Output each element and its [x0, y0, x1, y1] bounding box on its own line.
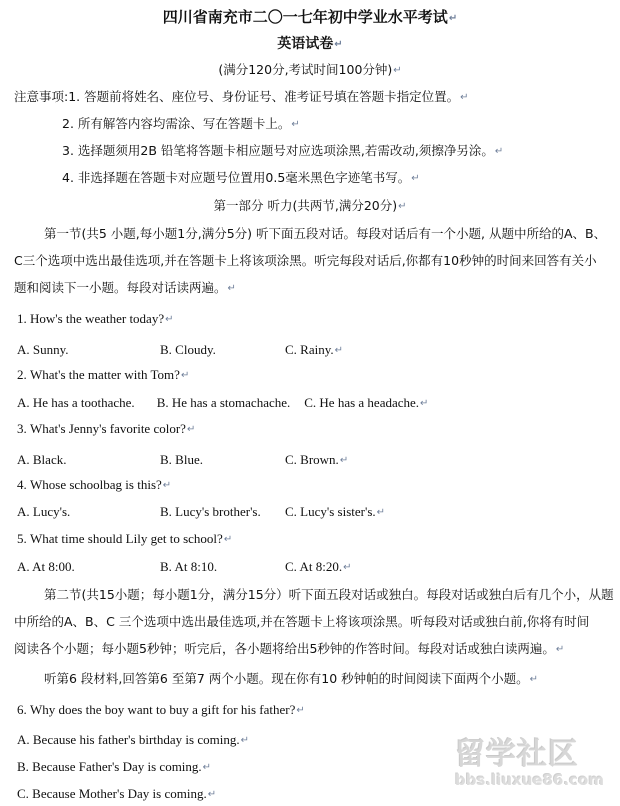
question-6-number: 6. — [17, 702, 27, 717]
question-2-option-b[interactable]: B. He has a stomachache. — [156, 395, 291, 410]
question-1-stem — [0, 312, 620, 325]
notice-item-4-text: 4. 非选择题在答题卡对应题号位置用0.5毫米黑色字迹笔书写。 — [62, 170, 411, 185]
notice-item-2 — [0, 118, 620, 131]
question-5-stem-text: What time should Lily get to school? — [30, 531, 223, 546]
page-subtitle-text: 英语试卷 — [277, 36, 334, 52]
question-6-option-c[interactable]: C. Because Mother's Day is coming. — [17, 786, 207, 801]
question-2-stem-text: What's the matter with Tom? — [30, 367, 180, 382]
part-one-heading-text: 第一部分 听力(共两节,满分20分) — [213, 198, 398, 213]
watermark-url: bbs.liuxue86.com — [455, 771, 604, 789]
section-two-instructions-line-3 — [0, 643, 620, 656]
notice-item-1-text: 1. 答题前将姓名、座位号、身份证号、准考证号填在答题卡指定位置。 — [68, 89, 460, 104]
section-one-instructions-line-2 — [0, 255, 620, 268]
question-3-stem-text: What's Jenny's favorite color? — [30, 421, 186, 436]
question-1-option-b[interactable]: B. Cloudy. — [160, 342, 216, 357]
question-5-option-a[interactable]: A. At 8:00. — [17, 559, 75, 574]
question-1-option-c[interactable]: C. Rainy. — [285, 342, 334, 357]
question-6-stem — [0, 703, 620, 716]
question-2-number: 2. — [17, 367, 27, 382]
question-1-options — [0, 343, 620, 356]
section-two-instructions-line-1-text: 第二节(共15小题；每小题1分，满分15分）听下面五段对话或独白。每段对话或独白后有几个小，从题 — [44, 587, 614, 602]
question-4-stem — [0, 478, 620, 491]
page-title-text: 四川省南充市二〇一七年初中学业水平考试 — [162, 8, 448, 26]
pilcrow-mark: ↵ — [291, 119, 300, 130]
section-one-instructions-line-3 — [0, 282, 620, 295]
pilcrow-mark: ↵ — [529, 674, 539, 685]
pilcrow-mark: ↵ — [162, 480, 172, 491]
section-two-instructions-line-2 — [0, 616, 620, 629]
pilcrow-mark: ↵ — [411, 173, 420, 184]
pilcrow-mark: ↵ — [227, 283, 236, 294]
section-one-instructions-line-2-text: C三个选项中选出最佳选项,并在答题卡上将该项涂黑。听完每段对话后,你都有10秒钟的时间来回答有关小 — [14, 253, 597, 268]
pilcrow-mark: ↵ — [165, 314, 174, 325]
question-4-number: 4. — [17, 477, 27, 492]
question-3-option-a[interactable]: A. Black. — [17, 452, 67, 467]
question-5-number: 5. — [17, 531, 27, 546]
pilcrow-mark: ↵ — [555, 644, 565, 655]
pilcrow-mark: ↵ — [180, 370, 190, 381]
section-one-instructions-line-1 — [0, 228, 620, 241]
material-note-6-7 — [0, 673, 620, 686]
question-6-option-b[interactable]: B. Because Father's Day is coming. — [17, 759, 202, 774]
page-title — [0, 10, 620, 25]
question-3-options — [0, 453, 620, 466]
section-one-instructions-line-1-text: 第一节(共5 小题,每小题1分,满分5分) 听下面五段对话。每段对话后有一个小题, 从题中所给的A、B、 — [44, 226, 607, 241]
pilcrow-mark: ↵ — [398, 201, 407, 212]
section-two-instructions-line-2-text: 中所给的A、B、C 三个选项中选出最佳选项,并在答题卡上将该项涂黑。听每段对话或独白前,你将有时间 — [14, 614, 590, 629]
notice-label: 注意事项: — [14, 89, 69, 104]
section-one-instructions-line-3-text: 题和阅读下一小题。每段对话读两遍。 — [14, 280, 227, 295]
question-4-options — [0, 505, 620, 518]
pilcrow-mark: ↵ — [420, 398, 429, 409]
pilcrow-mark: ↵ — [448, 13, 458, 24]
pilcrow-mark: ↵ — [223, 534, 233, 545]
material-note-6-7-text: 听第6 段材料,回答第6 至第7 两个小题。现在你有10 秒钟帕的时间阅读下面两个小题。 — [44, 671, 529, 686]
question-6-option-a-row — [0, 733, 620, 746]
question-3-option-c[interactable]: C. Brown. — [285, 452, 339, 467]
notice-item-1 — [0, 91, 620, 104]
question-6-option-c-row — [0, 787, 620, 800]
question-1-number: 1. — [17, 311, 27, 326]
question-3-option-b[interactable]: B. Blue. — [160, 452, 203, 467]
question-4-option-a[interactable]: A. Lucy's. — [17, 504, 71, 519]
pilcrow-mark: ↵ — [207, 789, 217, 800]
pilcrow-mark: ↵ — [296, 705, 305, 716]
question-6-option-b-row — [0, 760, 620, 773]
pilcrow-mark: ↵ — [339, 455, 349, 466]
question-5-stem — [0, 532, 620, 545]
score-time-text: (满分120分,考试时间100分钟) — [218, 62, 393, 77]
part-one-heading — [0, 200, 620, 213]
question-2-options — [0, 396, 620, 409]
question-5-option-b[interactable]: B. At 8:10. — [160, 559, 218, 574]
question-4-option-b[interactable]: B. Lucy's brother's. — [160, 504, 261, 519]
question-5-option-c[interactable]: C. At 8:20. — [285, 559, 343, 574]
question-5-options — [0, 560, 620, 573]
pilcrow-mark: ↵ — [460, 92, 469, 103]
notice-item-3-text: 3. 选择题须用2B 铅笔将答题卡相应题号对应选项涂黑,若需改动,须擦净另涂。 — [62, 143, 494, 158]
question-3-number: 3. — [17, 421, 27, 436]
notice-item-3 — [0, 145, 620, 158]
score-time-note — [0, 64, 620, 77]
question-6-stem-text: Why does the boy want to buy a gift for his father? — [30, 702, 296, 717]
pilcrow-mark: ↵ — [240, 735, 249, 746]
question-2-option-c[interactable]: C. He has a headache. — [304, 395, 420, 410]
question-1-stem-text: How's the weather today? — [30, 311, 165, 326]
pilcrow-mark: ↵ — [334, 345, 344, 356]
notice-item-2-text: 2. 所有解答内容均需涂、写在答题卡上。 — [62, 116, 291, 131]
page-subtitle — [0, 37, 620, 51]
question-2-stem — [0, 368, 620, 381]
pilcrow-mark: ↵ — [343, 562, 352, 573]
question-4-option-c[interactable]: C. Lucy's sister's. — [285, 504, 376, 519]
watermark-brand: 留学社区 — [455, 737, 579, 772]
question-2-option-a[interactable]: A. He has a toothache. — [17, 395, 135, 410]
question-6-option-a[interactable]: A. Because his father's birthday is coming. — [17, 732, 240, 747]
question-4-stem-text: Whose schoolbag is this? — [30, 477, 162, 492]
question-1-option-a[interactable]: A. Sunny. — [17, 342, 69, 357]
pilcrow-mark: ↵ — [202, 762, 212, 773]
pilcrow-mark: ↵ — [186, 424, 196, 435]
section-two-instructions-line-3-text: 阅读各个小题；每小题5秒钟；听完后，各小题将给出5秒钟的作答时间。每段对话或独白读两遍。 — [14, 641, 555, 656]
section-two-instructions-line-1 — [0, 589, 620, 602]
pilcrow-mark: ↵ — [494, 146, 504, 157]
question-3-stem — [0, 422, 620, 435]
pilcrow-mark: ↵ — [393, 65, 402, 76]
pilcrow-mark: ↵ — [334, 39, 343, 50]
notice-item-4 — [0, 172, 620, 185]
pilcrow-mark: ↵ — [376, 507, 386, 518]
